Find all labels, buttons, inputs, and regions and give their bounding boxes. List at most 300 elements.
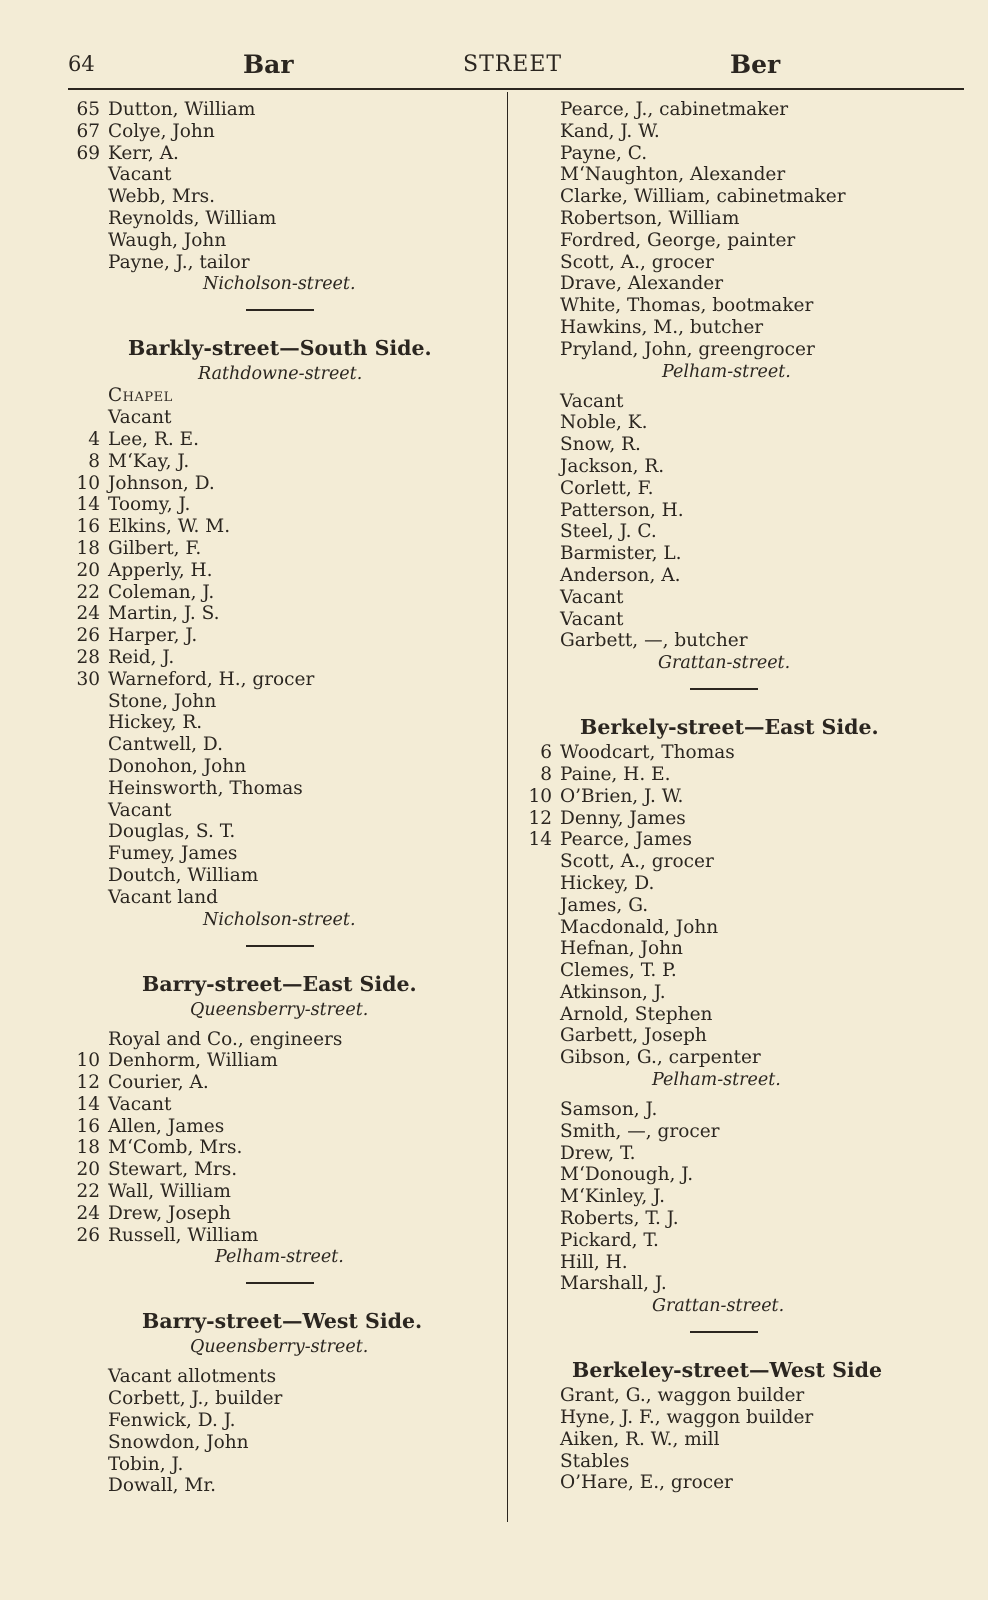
list-item	[520, 565, 950, 587]
list-item	[520, 960, 950, 982]
resident-name: Patterson, H.	[560, 499, 684, 521]
resident-name: Elkins, W. M.	[108, 516, 231, 538]
house-number: 12	[76, 1072, 100, 1094]
entry-list	[520, 99, 950, 361]
list-item	[68, 691, 498, 713]
list-item	[520, 230, 950, 252]
resident-name: Snow, R.	[560, 434, 641, 456]
resident-name: Hawkins, M., butcher	[560, 316, 764, 338]
cross-street: Nicholson-street.	[203, 274, 356, 295]
house-number	[520, 295, 552, 317]
resident-name: Aiken, R. W., mill	[560, 1428, 720, 1450]
resident-name: Scott, A., grocer	[560, 251, 714, 273]
cross-street: Queensberry-street.	[190, 999, 369, 1020]
resident-name: Fordred, George, painter	[560, 229, 796, 251]
resident-name: Anderson, A.	[560, 564, 681, 586]
house-number	[68, 1432, 100, 1454]
list-item	[68, 582, 498, 604]
list-item	[68, 186, 498, 208]
resident-name: Allen, James	[108, 1115, 225, 1137]
list-item	[68, 669, 498, 691]
house-number	[520, 1208, 552, 1230]
list-item	[68, 756, 498, 778]
section-heading: Barry-street—East Side.	[142, 971, 417, 996]
list-item	[68, 1181, 498, 1203]
cross-street: Nicholson-street.	[203, 909, 356, 930]
list-item	[68, 143, 498, 165]
list-item	[520, 1385, 950, 1407]
resident-name: Apperly, H.	[108, 559, 213, 581]
resident-name: Fumey, James	[108, 843, 238, 865]
resident-name: Stone, John	[108, 690, 217, 712]
resident-name: Webb, Mrs.	[108, 186, 216, 208]
resident-name: Payne, C.	[560, 142, 648, 164]
resident-name: Vacant allotments	[108, 1366, 277, 1388]
list-item	[520, 1099, 950, 1121]
resident-name: Johnson, D.	[108, 472, 215, 494]
list-item	[520, 1121, 950, 1143]
list-item	[68, 429, 498, 451]
house-number	[520, 1025, 552, 1047]
list-item	[520, 521, 950, 543]
section-heading: Barkly-street—South Side.	[128, 336, 432, 361]
chapel-label: Chapel	[108, 385, 173, 407]
list-item	[520, 1025, 950, 1047]
resident-name: Hickey, D.	[560, 872, 655, 894]
list-item	[520, 478, 950, 500]
house-number: 69	[76, 142, 100, 164]
list-item	[520, 742, 950, 764]
resident-name: Warneford, H., grocer	[108, 668, 315, 690]
resident-name: Pickard, T.	[560, 1229, 659, 1251]
house-number	[520, 500, 552, 522]
list-item	[520, 808, 950, 830]
list-item	[68, 887, 498, 909]
list-item	[520, 543, 950, 565]
list-item	[68, 473, 498, 495]
list-item	[520, 1186, 950, 1208]
house-number	[520, 1143, 552, 1165]
page-number: 64	[68, 52, 95, 76]
house-number	[520, 873, 552, 895]
house-number	[68, 1454, 100, 1476]
resident-name: Paine, H. E.	[560, 763, 671, 785]
cross-street: Pelham-street.	[652, 1070, 781, 1091]
resident-name: Hefnan, John	[560, 938, 683, 960]
section-heading: Barry-street—West Side.	[142, 1309, 423, 1334]
resident-name: Corbett, J., builder	[108, 1388, 283, 1410]
resident-name: O’Hare, E., grocer	[560, 1472, 733, 1494]
house-number: 18	[76, 1137, 100, 1159]
resident-name: Steel, J. C.	[560, 521, 657, 543]
house-number: 20	[76, 559, 100, 581]
house-number	[520, 1385, 552, 1407]
list-item	[520, 295, 950, 317]
entry-list	[68, 1366, 498, 1497]
list-item	[520, 208, 950, 230]
list-item	[68, 843, 498, 865]
resident-name: Pearce, J., cabinetmaker	[560, 99, 789, 120]
house-number: 12	[528, 807, 552, 829]
house-number	[68, 778, 100, 800]
resident-name: Denny, James	[560, 807, 686, 829]
house-number	[68, 800, 100, 822]
list-item	[520, 587, 950, 609]
page-header	[68, 50, 964, 84]
house-number	[520, 1252, 552, 1274]
resident-name: Douglas, S. T.	[108, 821, 236, 843]
list-item	[520, 938, 950, 960]
resident-name: M‘Naughton, Alexander	[560, 164, 786, 186]
resident-name: Samson, J.	[560, 1099, 658, 1121]
list-item	[520, 917, 950, 939]
house-number: 28	[76, 646, 100, 668]
list-item	[68, 385, 498, 407]
list-item	[520, 1407, 950, 1429]
list-item	[520, 434, 950, 456]
house-number	[520, 317, 552, 339]
resident-name: Coleman, J.	[108, 581, 215, 603]
resident-name: Robertson, William	[560, 207, 740, 229]
list-item	[520, 873, 950, 895]
house-number	[68, 252, 100, 274]
resident-name: Fenwick, D. J.	[108, 1410, 236, 1432]
resident-name: Vacant	[108, 799, 172, 821]
resident-name: M‘Donough, J.	[560, 1164, 694, 1186]
house-number: 14	[76, 494, 100, 516]
house-number	[520, 478, 552, 500]
list-item	[520, 99, 950, 121]
house-number	[68, 1388, 100, 1410]
resident-name: Noble, K.	[560, 412, 648, 434]
resident-name: Grant, G., waggon builder	[560, 1385, 805, 1407]
resident-name: Corlett, F.	[560, 477, 654, 499]
list-item	[68, 538, 498, 560]
house-number	[68, 756, 100, 778]
house-number: 16	[76, 516, 100, 538]
list-item	[68, 647, 498, 669]
house-number	[68, 164, 100, 186]
list-item	[68, 1366, 498, 1388]
house-number: 6	[540, 742, 552, 764]
house-number: 24	[76, 603, 100, 625]
house-number: 14	[76, 1093, 100, 1115]
list-item	[520, 982, 950, 1004]
cross-street: Grattan-street.	[658, 653, 791, 674]
house-number	[520, 1004, 552, 1026]
list-item	[520, 630, 950, 652]
cross-street: Pelham-street.	[662, 361, 791, 382]
house-number: 8	[540, 763, 552, 785]
list-item	[68, 407, 498, 429]
list-item	[68, 1116, 498, 1138]
resident-name: Pryland, John, greengrocer	[560, 338, 815, 360]
house-number	[68, 407, 100, 429]
resident-name: Hyne, J. F., waggon builder	[560, 1407, 814, 1429]
list-item	[68, 1454, 498, 1476]
resident-name: Pearce, James	[560, 829, 692, 851]
list-item	[68, 1159, 498, 1181]
resident-name: O’Brien, J. W.	[560, 785, 684, 807]
house-number	[520, 960, 552, 982]
list-item	[68, 516, 498, 538]
house-number	[520, 434, 552, 456]
resident-name: Reynolds, William	[108, 207, 277, 229]
list-item	[68, 800, 498, 822]
house-number	[520, 412, 552, 434]
resident-name: M‘Kay, J.	[108, 450, 190, 472]
house-number	[68, 186, 100, 208]
list-item	[520, 121, 950, 143]
list-item	[520, 164, 950, 186]
house-number	[520, 1451, 552, 1473]
resident-name: Clarke, William, cabinetmaker	[560, 186, 846, 208]
house-number	[520, 273, 552, 295]
resident-name: Harper, J.	[108, 625, 198, 647]
resident-name: Russell, William	[108, 1224, 259, 1246]
list-item	[68, 494, 498, 516]
house-number	[68, 843, 100, 865]
house-number	[68, 821, 100, 843]
resident-name: Hickey, R.	[108, 712, 203, 734]
resident-name: Kand, J. W.	[560, 120, 660, 142]
list-item	[68, 865, 498, 887]
cross-street: Rathdowne-street.	[198, 364, 363, 385]
left-column	[68, 99, 498, 1497]
column-divider	[507, 92, 508, 1522]
house-number: 67	[76, 120, 100, 142]
list-item	[68, 164, 498, 186]
house-number	[520, 339, 552, 361]
house-number: 10	[528, 785, 552, 807]
resident-name: Vacant	[108, 407, 172, 429]
list-item	[520, 1047, 950, 1069]
list-item	[520, 1451, 950, 1473]
list-item	[68, 712, 498, 734]
resident-name: Scott, A., grocer	[560, 851, 714, 873]
resident-name: Gibson, G., carpenter	[560, 1047, 761, 1069]
resident-name: Atkinson, J.	[560, 981, 666, 1003]
house-number: 14	[528, 829, 552, 851]
resident-name: Smith, —, grocer	[560, 1120, 720, 1142]
house-number	[520, 121, 552, 143]
house-number	[520, 1099, 552, 1121]
resident-name: Vacant	[560, 390, 624, 412]
list-item	[68, 252, 498, 274]
section-heading: Berkely-street—East Side.	[580, 715, 879, 740]
entry-list	[68, 407, 498, 908]
house-number: 26	[76, 1224, 100, 1246]
list-item	[520, 895, 950, 917]
resident-name: Garbett, Joseph	[560, 1025, 707, 1047]
resident-name: Vacant	[560, 586, 624, 608]
list-item	[520, 456, 950, 478]
header-center-word: STREET	[463, 52, 563, 77]
resident-name: James, G.	[560, 894, 649, 916]
house-number	[68, 1410, 100, 1432]
house-number: 30	[76, 668, 100, 690]
resident-name: Dowall, Mr.	[108, 1475, 217, 1497]
resident-name: Gilbert, F.	[108, 537, 202, 559]
list-item	[68, 208, 498, 230]
house-number	[68, 1475, 100, 1497]
house-number	[520, 1164, 552, 1186]
list-item	[520, 1164, 950, 1186]
house-number	[520, 895, 552, 917]
house-number: 16	[76, 1115, 100, 1137]
list-item	[68, 1029, 498, 1051]
resident-name: M‘Kinley, J.	[560, 1186, 665, 1208]
resident-name: Kerr, A.	[108, 142, 179, 164]
resident-name: Waugh, John	[108, 229, 227, 251]
list-item	[520, 786, 950, 808]
cross-street: Grattan-street.	[652, 1296, 785, 1317]
list-item	[520, 1208, 950, 1230]
house-number: 10	[76, 1050, 100, 1072]
entry-list	[68, 1029, 498, 1247]
list-item	[520, 1472, 950, 1494]
house-number	[520, 1121, 552, 1143]
resident-name: Stables	[560, 1450, 630, 1472]
house-number	[520, 230, 552, 252]
list-item	[68, 1050, 498, 1072]
list-item	[68, 821, 498, 843]
list-item	[68, 121, 498, 143]
resident-name: Doutch, William	[108, 864, 259, 886]
section-heading: Berkeley-street—West Side	[572, 1358, 883, 1383]
list-item	[68, 230, 498, 252]
house-number	[520, 99, 552, 121]
house-number: 18	[76, 537, 100, 559]
resident-name: Dutton, William	[108, 99, 256, 120]
resident-name: Colye, John	[108, 120, 215, 142]
house-number: 20	[76, 1159, 100, 1181]
resident-name: Hill, H.	[560, 1251, 628, 1273]
resident-name: Toomy, J.	[108, 494, 191, 516]
resident-name: Lee, R. E.	[108, 428, 200, 450]
resident-name: Clemes, T. P.	[560, 960, 677, 982]
resident-name: Snowdon, John	[108, 1431, 249, 1453]
resident-name: M‘Comb, Mrs.	[108, 1137, 243, 1159]
header-left-word: Bar	[243, 50, 294, 79]
list-item	[520, 412, 950, 434]
list-item	[68, 1432, 498, 1454]
entry-list	[520, 742, 950, 1069]
resident-name: Courier, A.	[108, 1072, 209, 1094]
list-item	[68, 451, 498, 473]
house-number	[520, 391, 552, 413]
resident-name: Vacant	[108, 164, 172, 186]
house-number	[68, 865, 100, 887]
resident-name: Drew, T.	[560, 1142, 636, 1164]
house-number	[520, 252, 552, 274]
list-item	[520, 1004, 950, 1026]
house-number	[520, 1429, 552, 1451]
list-item	[520, 317, 950, 339]
house-number: 22	[76, 581, 100, 603]
list-item	[68, 625, 498, 647]
house-number	[68, 734, 100, 756]
house-number: 22	[76, 1181, 100, 1203]
list-item	[520, 764, 950, 786]
list-item	[68, 1094, 498, 1116]
list-item	[68, 778, 498, 800]
house-number	[520, 851, 552, 873]
list-item	[68, 99, 498, 121]
house-number	[520, 164, 552, 186]
resident-name: Vacant	[108, 1093, 172, 1115]
house-number	[520, 1047, 552, 1069]
entry-list	[68, 99, 498, 273]
list-item	[520, 609, 950, 631]
house-number	[520, 543, 552, 565]
right-column	[520, 99, 950, 1494]
list-item	[520, 1252, 950, 1274]
house-number	[68, 691, 100, 713]
list-item	[520, 252, 950, 274]
list-item	[68, 1410, 498, 1432]
house-number	[520, 917, 552, 939]
cross-street: Pelham-street.	[215, 1247, 344, 1268]
resident-name: Heinsworth, Thomas	[108, 777, 303, 799]
list-item	[68, 560, 498, 582]
list-item	[520, 186, 950, 208]
resident-name: Reid, J.	[108, 646, 175, 668]
list-item	[68, 1072, 498, 1094]
entry-list	[520, 391, 950, 653]
house-number	[68, 1366, 100, 1388]
resident-name: Payne, J., tailor	[108, 251, 250, 273]
entry-list	[520, 1385, 950, 1494]
house-number: 65	[76, 99, 100, 120]
header-right-word: Ber	[730, 50, 781, 79]
house-number	[520, 565, 552, 587]
resident-name: Vacant	[560, 608, 624, 630]
list-item	[68, 1475, 498, 1497]
list-item	[520, 1273, 950, 1295]
list-item	[520, 1230, 950, 1252]
resident-name: Roberts, T. J.	[560, 1208, 679, 1230]
resident-name: Woodcart, Thomas	[560, 742, 735, 764]
house-number: 4	[88, 428, 100, 450]
resident-name: White, Thomas, bootmaker	[560, 295, 814, 317]
house-number	[520, 1407, 552, 1429]
list-item	[520, 143, 950, 165]
resident-name: Vacant land	[108, 886, 219, 908]
house-number	[520, 456, 552, 478]
list-item	[68, 1388, 498, 1410]
list-item	[520, 273, 950, 295]
house-number	[520, 1186, 552, 1208]
house-number	[520, 1273, 552, 1295]
house-number	[520, 587, 552, 609]
house-number	[520, 1472, 552, 1494]
house-number	[520, 208, 552, 230]
list-item	[68, 1137, 498, 1159]
entry-list	[520, 1099, 950, 1295]
house-number	[520, 982, 552, 1004]
house-number: 10	[76, 472, 100, 494]
list-item	[520, 391, 950, 413]
resident-name: Martin, J. S.	[108, 603, 220, 625]
resident-name: Royal and Co., engineers	[108, 1028, 343, 1050]
resident-name: Donohon, John	[108, 755, 247, 777]
house-number	[68, 1029, 100, 1051]
resident-name: Tobin, J.	[108, 1453, 184, 1475]
list-item	[520, 339, 950, 361]
resident-name: Cantwell, D.	[108, 734, 223, 756]
house-number	[520, 186, 552, 208]
